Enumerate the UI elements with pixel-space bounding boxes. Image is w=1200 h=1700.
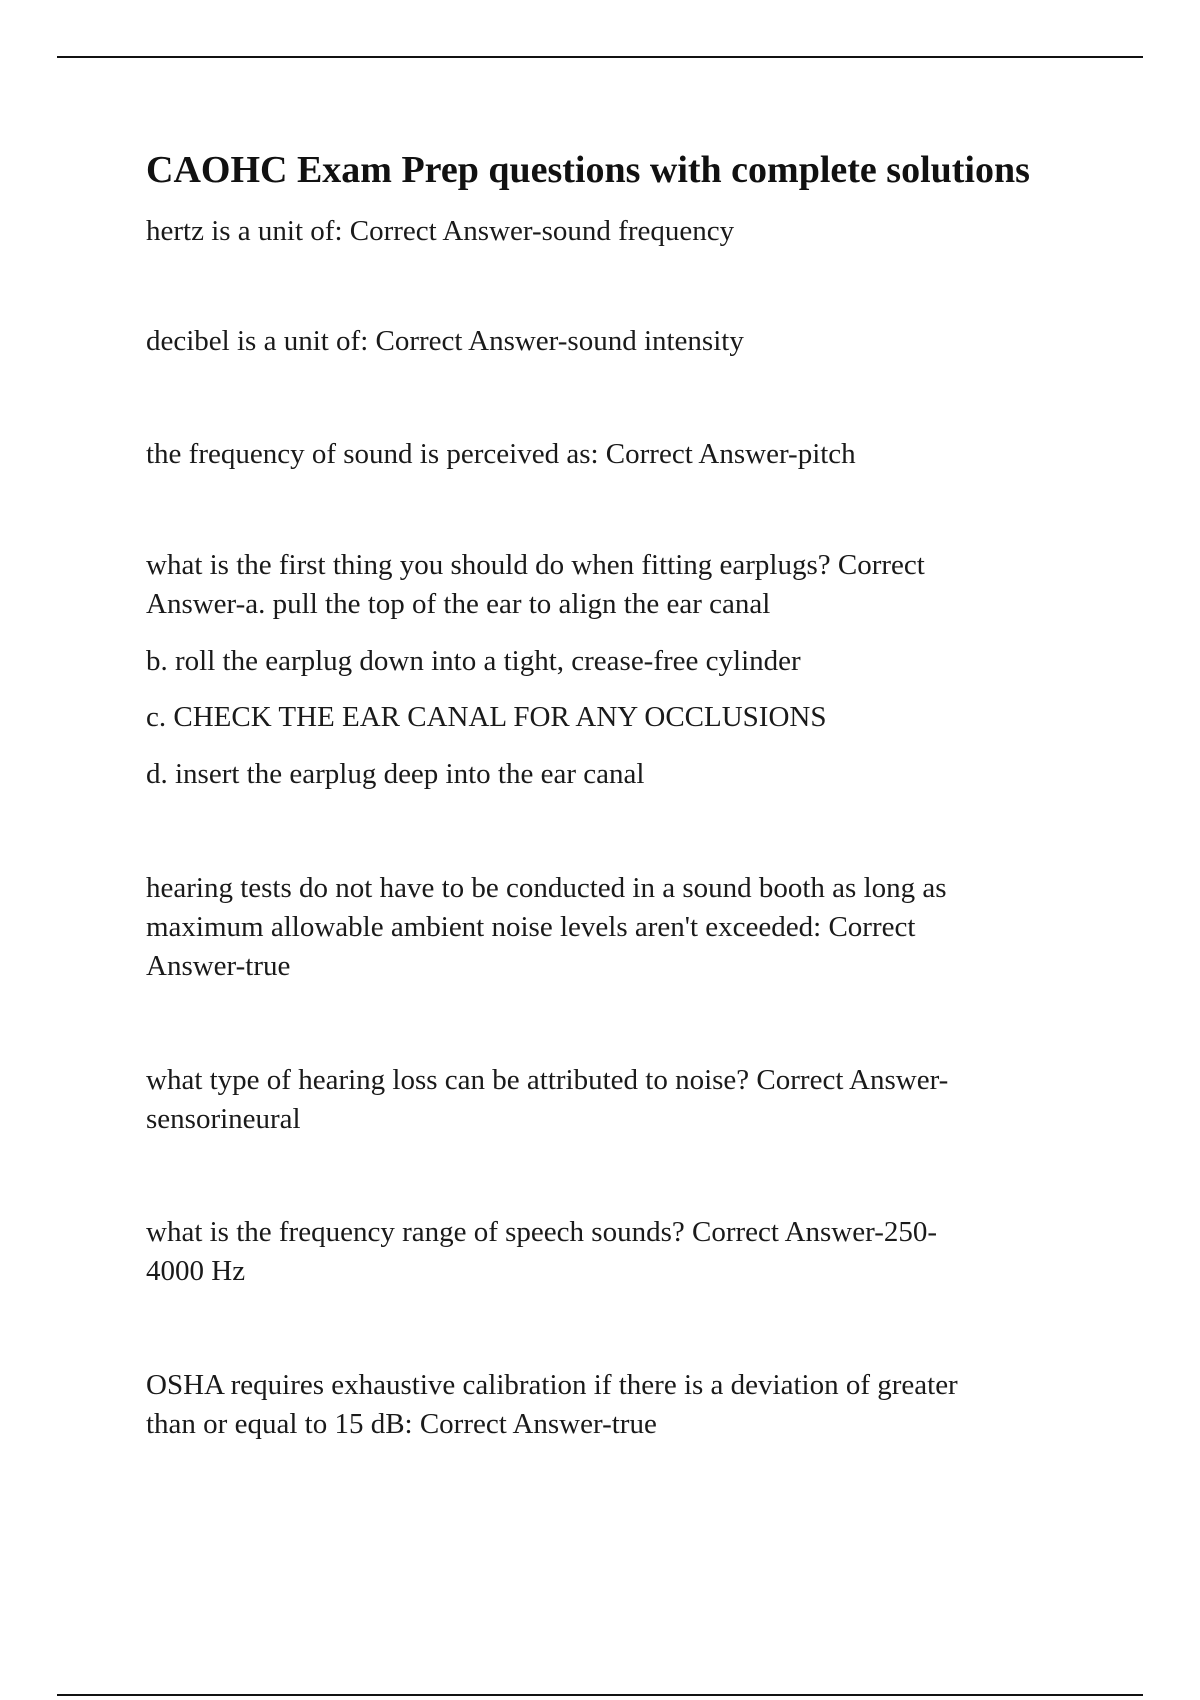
qa-line: maximum allowable ambient noise levels aren't exceeded: Correct bbox=[146, 911, 916, 943]
header-rule bbox=[57, 56, 1143, 58]
qa-line: d. insert the earplug deep into the ear canal bbox=[146, 758, 645, 790]
qa-item-osha-calibration bbox=[146, 1366, 1086, 1444]
qa-line: what is the frequency range of speech sounds? Correct Answer-250- bbox=[146, 1216, 938, 1248]
qa-line: what type of hearing loss can be attributed to noise? Correct Answer- bbox=[146, 1064, 949, 1096]
qa-item-decibel bbox=[146, 322, 1086, 361]
qa-line: OSHA requires exhaustive calibration if there is a deviation of greater bbox=[146, 1369, 958, 1401]
qa-item-earplug-fitting bbox=[146, 546, 1086, 624]
qa-line: the frequency of sound is perceived as: Correct Answer-pitch bbox=[146, 438, 856, 470]
qa-item-hertz bbox=[146, 212, 1086, 251]
qa-line: sensorineural bbox=[146, 1103, 301, 1135]
qa-item-speech-frequency bbox=[146, 1213, 1086, 1291]
qa-option-c bbox=[146, 698, 1086, 737]
qa-line: hertz is a unit of: Correct Answer-sound frequency bbox=[146, 215, 735, 247]
qa-line: 4000 Hz bbox=[146, 1255, 246, 1287]
qa-item-noise-hearing-loss bbox=[146, 1061, 1086, 1139]
qa-line: Answer-true bbox=[146, 950, 291, 982]
qa-option-b bbox=[146, 642, 1086, 681]
qa-line: b. roll the earplug down into a tight, crease-free cylinder bbox=[146, 645, 801, 677]
document-title: CAOHC Exam Prep questions with complete solutions bbox=[146, 149, 1030, 191]
qa-item-sound-booth bbox=[146, 869, 1086, 986]
footer-rule bbox=[57, 1694, 1143, 1696]
qa-item-frequency-perception bbox=[146, 435, 1086, 474]
qa-line: decibel is a unit of: Correct Answer-sound intensity bbox=[146, 325, 744, 357]
qa-line: than or equal to 15 dB: Correct Answer-true bbox=[146, 1408, 657, 1440]
qa-line: c. CHECK THE EAR CANAL FOR ANY OCCLUSIONS bbox=[146, 701, 827, 733]
qa-line: what is the first thing you should do when fitting earplugs? Correct bbox=[146, 549, 925, 581]
qa-line: hearing tests do not have to be conducted in a sound booth as long as bbox=[146, 872, 947, 904]
qa-option-d bbox=[146, 755, 1086, 794]
qa-line: Answer-a. pull the top of the ear to align the ear canal bbox=[146, 588, 771, 620]
